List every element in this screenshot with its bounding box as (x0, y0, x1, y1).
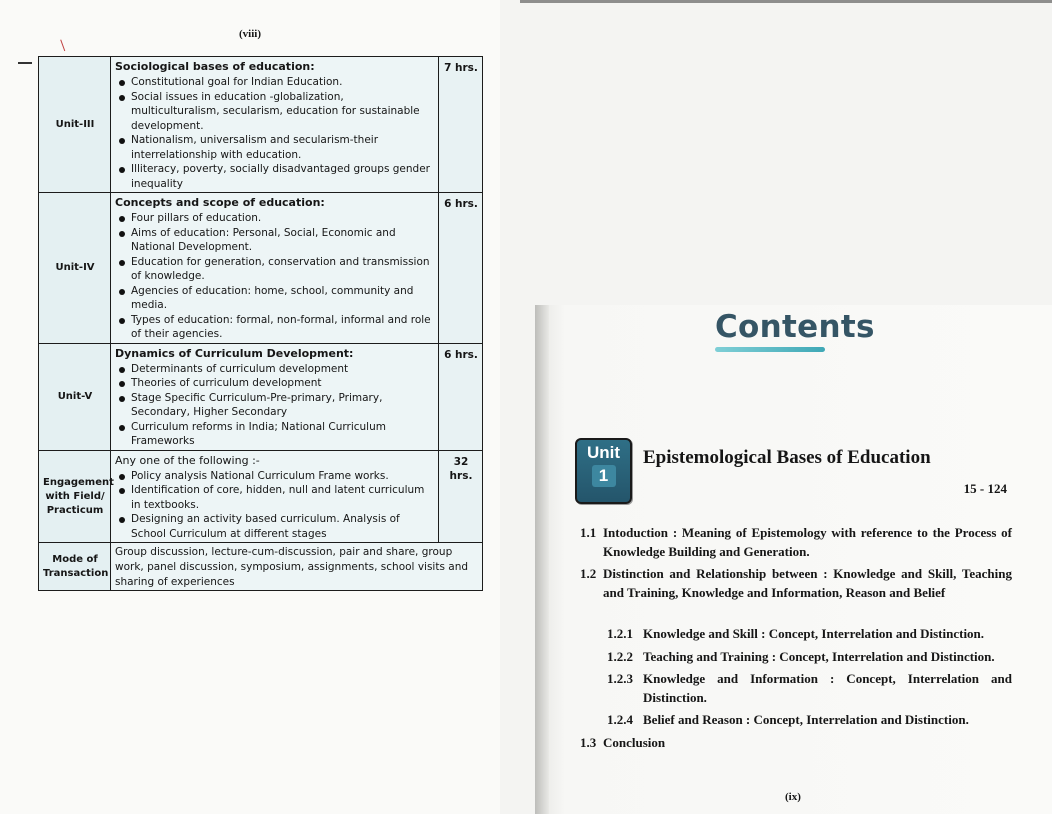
toc-text: Belief and Reason : Concept, Interrelation and Distinction. (643, 712, 969, 727)
hours-label: 32 hrs. (439, 450, 483, 543)
unit-title: Dynamics of Curriculum Development: (115, 346, 354, 360)
unit-label: Unit-V (39, 343, 111, 450)
toc-entry[interactable] (580, 564, 1012, 602)
toc-number: 1.2.1 (607, 626, 633, 641)
toc-number: 1.2.4 (607, 712, 633, 727)
hours-label: 7 hrs. (439, 57, 483, 193)
toc-entry[interactable] (580, 523, 1012, 561)
unit-label: Engagement with Field/ Practicum (39, 450, 111, 543)
unit-content (111, 450, 439, 543)
page-range: 15 - 124 (963, 481, 1007, 496)
toc-entry[interactable] (607, 624, 1012, 643)
toc-number: 1.1 (580, 525, 597, 540)
table-row (39, 193, 483, 344)
list-item: Determinants of curriculum development (131, 362, 435, 376)
list-item: Agencies of education: home, school, community and media. (131, 284, 435, 313)
page-edge (520, 0, 1052, 3)
unit-badge (575, 438, 632, 504)
left-page (0, 0, 500, 814)
toc-text: Conclusion (603, 735, 666, 750)
unit-label: Unit-IV (39, 193, 111, 344)
unit-content (111, 57, 439, 193)
toc-text: Knowledge and Information : Concept, Interrelation and Distinction. (643, 671, 1012, 705)
unit-title: Sociological bases of education: (115, 60, 315, 73)
list-item: Policy analysis National Curriculum Frame works. (131, 469, 435, 483)
table-row (39, 343, 483, 450)
toc-number: 1.2.2 (607, 649, 633, 664)
toc-number: 1.2.3 (607, 671, 633, 686)
unit-badge-number: 1 (592, 465, 616, 487)
chapter-title: Epistemological Bases of Education (643, 447, 931, 468)
topic-list (115, 75, 435, 191)
toc-number: 1.2 (580, 566, 597, 581)
pencil-mark-icon (60, 37, 73, 51)
right-page (535, 305, 1052, 814)
list-item: Types of education: formal, non-formal, informal and role of their agencies. (131, 313, 435, 342)
syllabus-table (38, 56, 483, 591)
topic-list (115, 211, 435, 341)
toc-text: Distinction and Relationship between : Knowledge and Skill, Teaching and Training, Knowledge and Information, Reason and Belief (603, 566, 1012, 600)
toc-entry[interactable] (607, 710, 1012, 729)
left-page-number: (viii) (239, 28, 261, 40)
right-page-number: (ix) (785, 791, 801, 803)
list-item: Social issues in education -globalization, multiculturalism, secularism, education for sustainable development. (131, 90, 435, 133)
topic-list (115, 362, 435, 449)
table-row (39, 57, 483, 193)
toc-text: Intoduction : Meaning of Epistemology with reference to the Process of Knowledge Building and Generation. (603, 525, 1012, 559)
list-item: Nationalism, universalism and secularism-their interrelationship with education. (131, 133, 435, 162)
toc-entry[interactable] (607, 647, 1012, 666)
table-row (39, 543, 483, 591)
list-item: Designing an activity based curriculum. Analysis of School Curriculum at different stages (131, 512, 435, 541)
list-item: Aims of education: Personal, Social, Economic and National Development. (131, 226, 435, 255)
list-item: Constitutional goal for Indian Education. (131, 75, 435, 89)
binding-shadow (535, 305, 549, 814)
list-item: Education for generation, conservation and transmission of knowledge. (131, 255, 435, 284)
table-row (39, 450, 483, 543)
list-item: Identification of core, hidden, null and latent curriculum in textbooks. (131, 483, 435, 512)
list-item: Theories of curriculum development (131, 376, 435, 390)
hours-label: 6 hrs. (439, 343, 483, 450)
unit-title: Concepts and scope of education: (115, 196, 325, 210)
list-item: Curriculum reforms in India; National Curriculum Frameworks (131, 420, 435, 449)
toc-text: Teaching and Training : Concept, Interrelation and Distinction. (643, 649, 995, 664)
toc-entry[interactable] (580, 733, 1012, 752)
unit-title: Any one of the following :- (115, 453, 260, 467)
list-item: Four pillars of education. (131, 211, 435, 225)
mode-label: Mode of Transaction (39, 543, 111, 591)
unit-content (111, 343, 439, 450)
list-item: Stage Specific Curriculum-Pre-primary, Primary, Secondary, Higher Secondary (131, 391, 435, 420)
mode-text: Group discussion, lecture-cum-discussion, pair and share, group work, panel discussion, symposium, assignments, school visits and sharing of experiences (111, 543, 483, 591)
toc-number: 1.3 (580, 735, 597, 750)
unit-label: Unit-III (39, 57, 111, 193)
unit-content (111, 193, 439, 344)
unit-badge-label: Unit (586, 443, 621, 462)
margin-mark (18, 62, 32, 64)
hours-label: 6 hrs. (439, 193, 483, 344)
title-underline (715, 347, 825, 352)
list-item: Illiteracy, poverty, socially disadvantaged groups gender inequality (131, 162, 435, 191)
toc-text: Knowledge and Skill : Concept, Interrelation and Distinction. (643, 626, 985, 641)
toc-entry[interactable] (607, 669, 1012, 707)
topic-list (115, 469, 435, 541)
page-title: Contents (715, 309, 875, 345)
